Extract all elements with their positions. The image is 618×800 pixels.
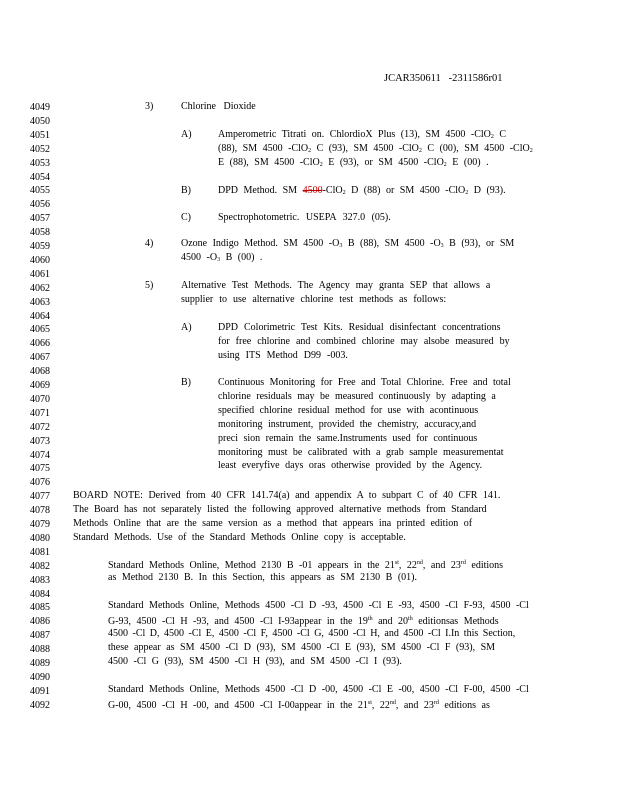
item-3c-marker: C) — [181, 212, 191, 223]
text-line: Methods Online that are the same version as a method that appears ina printed edition of — [73, 517, 473, 529]
subscript: 3 — [339, 243, 343, 249]
paragraph-line: 4500 -Cl D, 4500 -Cl E, 4500 -Cl F, 4500 -Cl G, 4500 -Cl H, and 4500 -Cl I.In this Section, — [108, 628, 516, 639]
text-line: specified chlorine residual method for use with acontinuous — [218, 404, 479, 416]
line-number: 4052 — [30, 143, 50, 155]
line-number: 4089 — [30, 658, 50, 669]
text-line: preci sion remain the same.Instruments used for continuous — [218, 432, 478, 444]
line-number: 4090 — [30, 671, 50, 683]
text: E (88), SM 4500 -ClO — [218, 157, 320, 168]
line-number: 4084 — [30, 588, 50, 600]
line-number: 4077 — [30, 491, 50, 503]
line-number: 4050 — [30, 115, 50, 127]
line-number: 4070 — [30, 393, 50, 405]
subscript: 2 — [529, 148, 533, 154]
text-line: chlorine residuals may be measured continuously by adapting a — [218, 390, 496, 402]
paragraph-line — [108, 697, 490, 713]
line-number: 4069 — [30, 380, 50, 391]
item-4-line — [181, 251, 262, 268]
subscript: 2 — [443, 162, 447, 168]
paragraph-line: these appear as SM 4500 -Cl D (93), SM 4500 -Cl E (93), SM 4500 -Cl F (93), SM — [108, 642, 496, 653]
line-number: 4081 — [30, 546, 50, 558]
subscript: 2 — [465, 190, 469, 196]
line-number: 4078 — [30, 505, 50, 517]
line-number: 4063 — [30, 296, 50, 308]
line-number: 4086 — [30, 616, 50, 628]
line-number: 4071 — [30, 407, 50, 419]
line-number: 4085 — [30, 602, 50, 614]
text-line: least everyfive days oras otherwise provided by the Agency. — [218, 460, 483, 472]
text-line: Continuous Monitoring for Free and Total Chlorine. Free and total — [218, 377, 511, 388]
paragraph-line: 4500 -Cl G (93), SM 4500 -Cl H (93), and SM 4500 -Cl I (93). — [108, 656, 402, 667]
text: editions — [471, 560, 504, 571]
superscript: nd — [416, 560, 423, 566]
paragraph-line: Standard Methods Online, Methods 4500 -Cl D -93, 4500 -Cl E -93, 4500 -Cl F-93, 4500 -Cl — [108, 600, 529, 611]
item-3b-line — [218, 184, 506, 201]
line-number: 4068 — [30, 366, 50, 378]
line-number: 4051 — [30, 129, 50, 141]
text: Amperometric Titrati on. ChlordioX Plus (13), SM 4500 -ClO — [218, 129, 491, 140]
line-number: 4062 — [30, 282, 50, 294]
item-5b-marker: B) — [181, 377, 191, 388]
text-line: Standard Methods. Use of the Standard Methods Online copy is acceptable. — [73, 531, 406, 543]
line-number: 4067 — [30, 352, 50, 364]
text: G-00, 4500 -Cl H -00, and 4500 -Cl I-00appear in the 21 — [108, 700, 368, 711]
item-3a-marker: A) — [181, 129, 192, 140]
line-number: 4075 — [30, 463, 50, 475]
line-number: 4087 — [30, 630, 50, 642]
text: DPD Method. SM — [218, 185, 298, 196]
text: -ClO — [322, 185, 343, 196]
text: B (00) . — [225, 252, 263, 263]
superscript: nd — [389, 700, 396, 706]
line-number: 4082 — [30, 560, 50, 572]
item-5-line: supplier to use alternative chlorine test methods as follows: — [181, 294, 447, 305]
line-number: 4058 — [30, 227, 50, 239]
text: C (00), SM 4500 -ClO — [427, 143, 530, 154]
paragraph-line: Standard Methods Online, Methods 4500 -Cl D -00, 4500 -Cl E -00, 4500 -Cl F-00, 4500 -Cl — [108, 684, 529, 695]
text: Standard Methods Online, Method 2130 B -01 appears in the 21 — [108, 560, 395, 571]
item-3a-line — [218, 156, 489, 173]
text-line: BOARD NOTE: Derived from 40 CFR 141.74(a) and appendix A to subpart C of 40 CFR 141. — [73, 490, 501, 501]
subscript: 3 — [440, 243, 444, 249]
line-number: 4060 — [30, 254, 50, 266]
line-number: 4057 — [30, 213, 50, 225]
line-number: 4065 — [30, 324, 50, 336]
subscript: 2 — [319, 162, 323, 168]
text: and 20 — [378, 616, 409, 627]
superscript: st — [394, 560, 399, 566]
line-number: 4073 — [30, 435, 50, 447]
line-number: 4080 — [30, 532, 50, 544]
superscript: th — [367, 616, 373, 622]
item-3c-line: Spectrophotometric. USEPA 327.0 (05). — [218, 212, 391, 223]
line-number: 4083 — [30, 574, 50, 586]
text: G-93, 4500 -Cl H -93, and 4500 -Cl I-93appear in the 19 — [108, 616, 368, 627]
item-4-marker: 4) — [145, 238, 154, 249]
line-number: 4079 — [30, 519, 50, 530]
superscript: rd — [460, 560, 466, 566]
line-number: 4066 — [30, 338, 50, 350]
line-number: 4072 — [30, 421, 50, 433]
superscript: th — [408, 616, 413, 622]
line-number: 4056 — [30, 199, 50, 211]
line-number: 4055 — [30, 185, 50, 197]
subscript: 2 — [308, 148, 312, 154]
line-number: 4061 — [30, 268, 50, 280]
superscript: st — [367, 700, 372, 706]
text-line: using ITS Method D99 -003. — [218, 349, 348, 361]
text: , 22 — [371, 700, 390, 711]
text-line: monitoring instrument, provided the chemistry, accuracy,and — [218, 418, 477, 430]
page-header — [384, 73, 503, 84]
item-5a-marker: A) — [181, 322, 192, 333]
line-number: 4059 — [30, 241, 50, 252]
deleted-text: 4500 — [302, 185, 323, 196]
text-line: monitoring must be calibrated with a grab sample measurementat — [218, 446, 504, 458]
subscript: 2 — [342, 190, 346, 196]
paragraph-line: as Method 2130 B. In this Section, this appears as SM 2130 B (01). — [108, 572, 417, 583]
text: , and 23 — [395, 700, 434, 711]
document-id: JCAR350611 — [384, 73, 441, 84]
text: B (88), SM 4500 -O — [347, 238, 441, 249]
text-line: for free chlorine and combined chlorine may alsobe measured by — [218, 335, 510, 347]
text-line: The Board has not separately listed the following approved alternative methods from Standard — [73, 503, 487, 515]
text: , 22 — [398, 560, 417, 571]
text: D (93). — [473, 185, 506, 196]
text: , and 23 — [422, 560, 461, 571]
text-line: DPD Colorimetric Test Kits. Residual disinfectant concentrations — [218, 322, 501, 333]
text: (88), SM 4500 -ClO — [218, 143, 309, 154]
text: 4500 -O — [181, 252, 218, 263]
item-5-line: Alternative Test Methods. The Agency may granta SEP that allows a — [181, 280, 491, 291]
line-number: 4053 — [30, 157, 50, 169]
line-number: 4076 — [30, 477, 50, 489]
text: D (88) or SM 4500 -ClO — [351, 185, 466, 196]
item-3b-marker: B) — [181, 185, 191, 196]
text: editions as — [444, 700, 490, 711]
line-number: 4074 — [30, 449, 50, 461]
document-revision: -2311586r01 — [448, 73, 503, 84]
item-3-marker: 3) — [145, 101, 154, 112]
superscript: rd — [433, 700, 439, 706]
line-number: 4054 — [30, 171, 50, 183]
line-number: 4064 — [30, 310, 50, 322]
text: C — [499, 129, 507, 140]
text: E (93), or SM 4500 -ClO — [328, 157, 444, 168]
line-number: 4088 — [30, 644, 50, 656]
subscript: 2 — [490, 134, 494, 140]
text: C (93), SM 4500 -ClO — [316, 143, 419, 154]
item-3-title: Chlorine Dioxide — [181, 101, 256, 112]
text: editionsas Methods — [418, 616, 499, 627]
subscript: 2 — [418, 148, 422, 154]
text: B (93), or SM — [449, 238, 515, 249]
line-number: 4049 — [30, 102, 50, 113]
line-number: 4092 — [30, 699, 50, 711]
text: E (00) . — [452, 157, 489, 168]
subscript: 3 — [217, 257, 221, 263]
line-number: 4091 — [30, 685, 50, 697]
text: Ozone Indigo Method. SM 4500 -O — [181, 238, 340, 249]
item-5-marker: 5) — [145, 280, 154, 291]
